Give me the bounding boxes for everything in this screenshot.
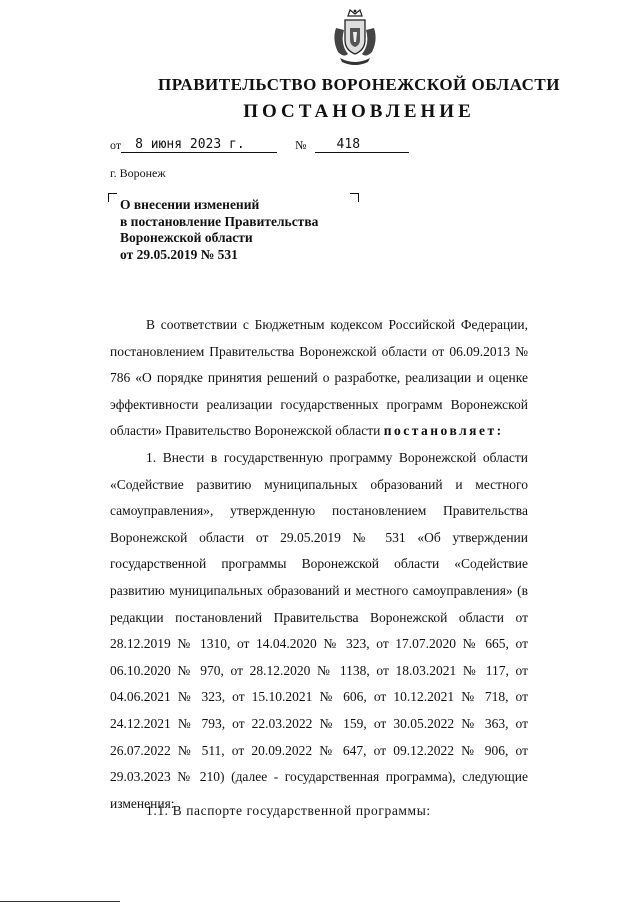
subject-line: в постановление Правительства	[120, 213, 319, 229]
subject-line: Воронежской области	[120, 230, 253, 245]
preamble-paragraph	[110, 312, 528, 445]
item-1-paragraph: 1. Внести в государственную программу Воронежской области «Содействие развитию муниципальных образований и местного самоуправления», утвержденную постановлением Правительства Воронежской области от 29.05.2019 № 531 «Об утверждении государственной программы Воронежской области «Содействие развитию муниципальных образований и местного самоуправления» (в редакции постановлений Правительства Воронежской области от 28.12.2019 № 1310, от 14.04.2020 № 323, от 17.07.2020 № 665, от 06.10.2020 № 970, от 28.12.2020 № 1138, от 18.03.2021 № 117, от 04.06.2021 № 323, от 15.10.2021 № 606, от 10.12.2021 № 718, от 24.12.2021 № 793, от 22.03.2022 № 159, от 30.05.2022 № 363, от 26.07.2022 № 511, от 20.09.2022 № 647, от 09.12.2022 № 906, от 29.03.2023 № 210) (далее - государственная программа), следующие изменения:	[110, 449, 528, 811]
number-field: 418	[315, 137, 409, 153]
sub-item-1-1: 1.1. В паспорте государственной программы:	[146, 803, 431, 818]
document-type: ПОСТАНОВЛЕНИЕ	[243, 101, 475, 122]
document-body	[110, 312, 528, 817]
page-divider	[0, 901, 120, 902]
subject-line: О внесении изменений	[120, 197, 260, 212]
coat-of-arms-icon	[330, 8, 380, 66]
government-title: ПРАВИТЕЛЬСТВО ВОРОНЕЖСКОЙ ОБЛАСТИ	[157, 75, 560, 94]
resolves-word: постановляет:	[383, 423, 504, 439]
subject-block	[120, 197, 360, 263]
subject-line: от 29.05.2019 № 531	[120, 246, 238, 262]
date-field: 8 июня 2023 г.	[121, 137, 277, 153]
preamble-text: В соответствии с Бюджетным кодексом Российской Федерации, постановлением Правительства Воронежской области от 06.09.2013 № 786 «О порядке принятия решений о разработке, реализации и оценке эффективности реализации государственных программ Воронежской области» Правительство Воронежской области	[110, 317, 528, 439]
number-label: №	[295, 138, 307, 152]
date-prefix: от	[110, 138, 122, 152]
subject-corner-mark	[108, 193, 117, 202]
date-number-line	[110, 137, 409, 153]
city: г. Воронеж	[110, 166, 166, 180]
